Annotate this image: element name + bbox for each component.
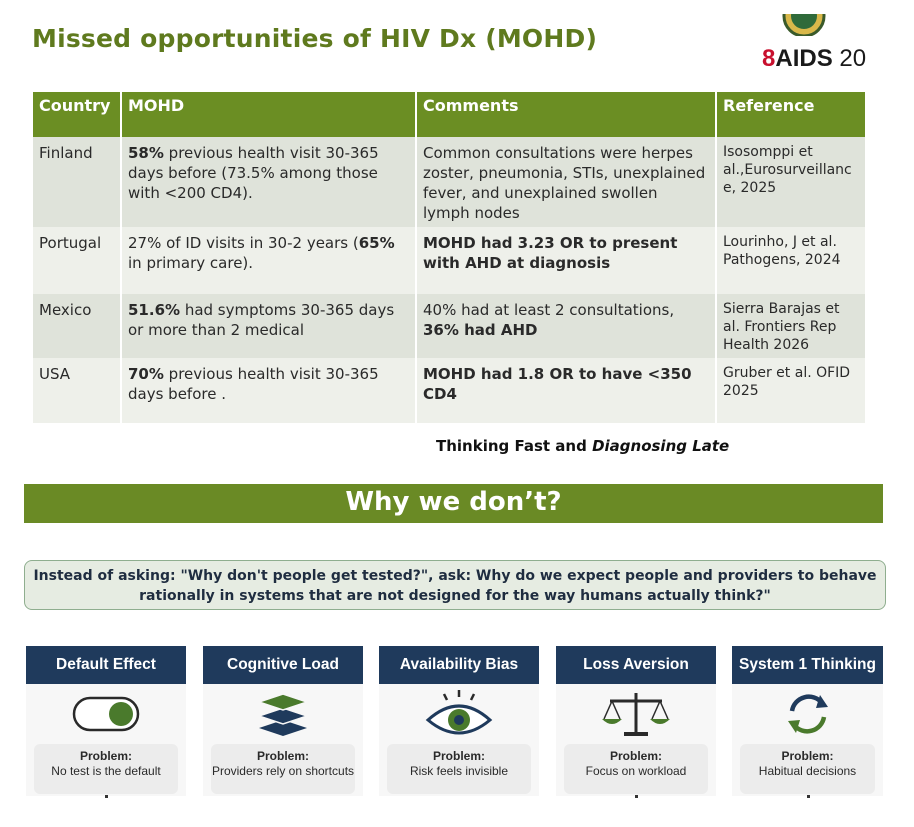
mohd-cell — [121, 137, 416, 227]
card-title: Default Effect — [26, 646, 186, 684]
balance-scale-icon — [600, 689, 672, 739]
problem-label: Problem: — [781, 749, 834, 763]
problem-box — [740, 744, 875, 794]
mohd-cell — [121, 227, 416, 294]
conference-emblem-icon — [780, 14, 828, 36]
header-reference: Reference — [716, 92, 866, 137]
logo-wordmark: AIDS — [775, 45, 833, 72]
country-cell: USA — [33, 358, 121, 423]
toggle-switch-icon — [71, 694, 141, 734]
card-title: Availability Bias — [379, 646, 539, 684]
card-availability-bias — [379, 646, 539, 796]
problem-box — [211, 744, 355, 794]
comments-highlight: MOHD had 1.8 OR to have <350 CD4 — [423, 365, 692, 403]
mohd-cell — [121, 358, 416, 423]
comments-text: 40% had at least 2 consultations, — [423, 301, 675, 319]
card-title: Loss Aversion — [556, 646, 716, 684]
country-cell: Portugal — [33, 227, 121, 294]
mohd-highlight: 70% — [128, 365, 164, 383]
mohd-highlight: 65% — [358, 234, 395, 252]
logo-year: 20 — [832, 45, 867, 72]
problem-box — [564, 744, 708, 794]
comments-highlight: MOHD had 3.23 OR to present with AHD at diagnosis — [423, 234, 678, 272]
mohd-text: 27% of ID visits in 30-2 years ( — [128, 234, 359, 252]
eye-icon — [424, 688, 494, 740]
header-mohd: MOHD — [121, 92, 416, 137]
table-row — [33, 227, 866, 294]
mohd-cell — [121, 294, 416, 358]
country-cell: Finland — [33, 137, 121, 227]
problem-box — [34, 744, 178, 794]
header-country: Country — [33, 92, 121, 137]
reference-cell: Lourinho, J et al. Pathogens, 2024 — [716, 227, 866, 294]
problem-text: Providers rely on shortcuts — [211, 764, 355, 778]
problem-text: No test is the default — [51, 764, 161, 778]
mohd-text: had symptoms 30-365 days or more than 2 medical — [128, 301, 395, 339]
problem-label: Problem: — [432, 749, 485, 763]
mohd-text: previous health visit 30-365 days before . — [128, 365, 379, 403]
reference-cell: Gruber et al. OFID 2025 — [716, 358, 866, 423]
country-cell: Mexico — [33, 294, 121, 358]
cycle-arrows-icon — [780, 689, 836, 739]
caption-text: Thinking Fast and — [436, 437, 593, 455]
mohd-text: in primary care). — [128, 254, 254, 272]
table-row — [33, 358, 866, 423]
section-banner: Why we don’t? — [24, 484, 883, 523]
card-cognitive-load — [203, 646, 363, 796]
problem-label: Problem: — [609, 749, 662, 763]
card-default-effect — [26, 646, 186, 796]
caption-italic: Diagnosing Late — [592, 437, 730, 455]
problem-box — [387, 744, 531, 794]
problem-text: Risk feels invisible — [409, 764, 509, 778]
problem-text: Habitual decisions — [758, 764, 857, 778]
table-row — [33, 294, 866, 358]
mohd-highlight: 58% — [128, 144, 164, 162]
problem-label: Problem: — [256, 749, 309, 763]
card-loss-aversion — [556, 646, 716, 796]
comments-cell — [416, 137, 716, 227]
caption — [436, 437, 729, 455]
slide-title: Missed opportunities of HIV Dx (MOHD) — [32, 24, 598, 53]
card-title: Cognitive Load — [203, 646, 363, 684]
card-system-1-thinking — [732, 646, 883, 796]
mohd-table — [33, 92, 867, 423]
comments-text: Common consultations were herpes zoster, pneumonia, STIs, unexplained fever, and unexplained swollen lymph nodes — [423, 144, 706, 222]
table-header-row — [33, 92, 866, 137]
mohd-text: previous health visit 30-365 days before (73.5% among those with <200 CD4). — [128, 144, 379, 202]
table-row — [33, 137, 866, 227]
reference-cell: Sierra Barajas et al. Frontiers Rep Health 2026 — [716, 294, 866, 358]
problem-text: Focus on workload — [585, 764, 687, 778]
reference-cell: Isosomppi et al.,Eurosurveillanc e, 2025 — [716, 137, 866, 227]
red-ribbon-icon: 8 — [762, 45, 776, 72]
aids-conference-logo — [762, 45, 882, 73]
layers-icon — [253, 690, 313, 738]
problem-label: Problem: — [79, 749, 132, 763]
comments-cell — [416, 227, 716, 294]
comments-highlight: 36% had AHD — [423, 321, 538, 339]
card-title: System 1 Thinking — [732, 646, 883, 684]
comments-cell — [416, 294, 716, 358]
mohd-highlight: 51.6% — [128, 301, 181, 319]
comments-cell — [416, 358, 716, 423]
question-callout: Instead of asking: "Why don't people get tested?", ask: Why do we expect people and providers to behave rationally in systems that are not designed for the way humans actually think?" — [24, 560, 886, 610]
header-comments: Comments — [416, 92, 716, 137]
